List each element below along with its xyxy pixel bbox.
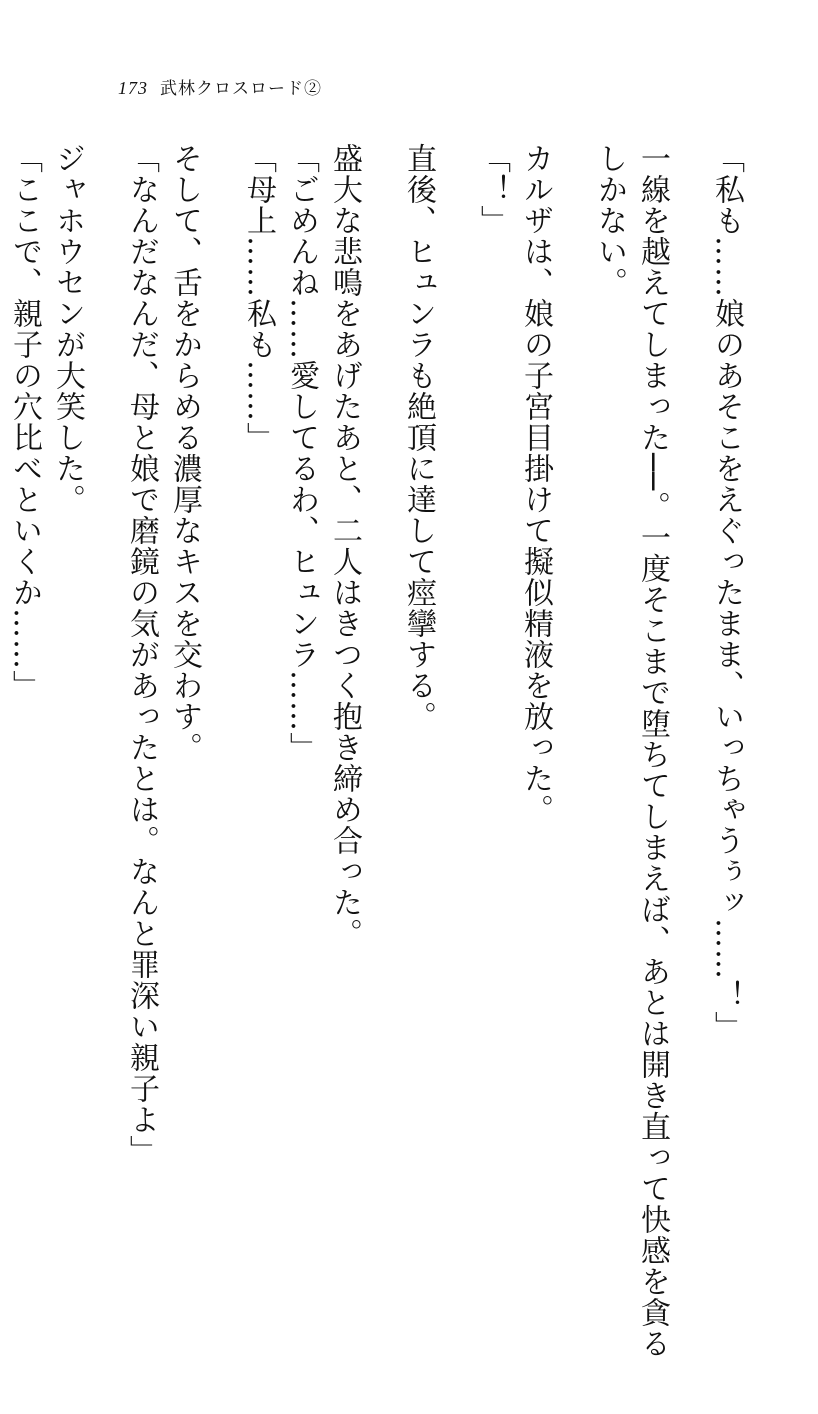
text-line-5: 「！」 <box>475 143 510 236</box>
text-line-6: 直後、ヒュンラも絶頂に達して痙攣する。 <box>401 143 436 732</box>
running-header <box>118 74 322 104</box>
text-line-4: カルザは、娘の子宮目掛けて擬似精液を放った。 <box>518 143 553 825</box>
text-line-10: そして、舌をからめる濃厚なキスを交わす。 <box>167 143 202 763</box>
running-title: 武林クロスロード② <box>160 79 322 99</box>
text-line-7: 盛大な悲鳴をあげたあと、二人はきつく抱き締め合った。 <box>327 143 362 949</box>
text-line-11: 「なんだなんだ、母と娘で磨鏡の気があったとは。なんと罪深い親子よ」 <box>124 143 159 1166</box>
novel-body-text <box>7 143 748 1360</box>
text-line-3: しかない。 <box>592 143 627 298</box>
text-line-1: 「私も……娘のあそこをえぐったまま、いっちゃうぅッ……！」 <box>709 143 744 1042</box>
page-number: 173 <box>118 78 148 98</box>
text-line-8: 「ごめんね……愛してるわ、ヒュンラ……」 <box>284 143 319 763</box>
text-line-12: ジャホウセンが大笑した。 <box>50 143 85 515</box>
text-line-13: 「ここで、親子の穴比べといくか……」 <box>7 143 42 701</box>
text-line-2: 一線を越えてしまった──。一度そこまで堕ちてしまえば、あとは開き直って快感を貪る <box>635 143 670 1360</box>
text-line-9: 「母上……私も……」 <box>241 143 276 453</box>
